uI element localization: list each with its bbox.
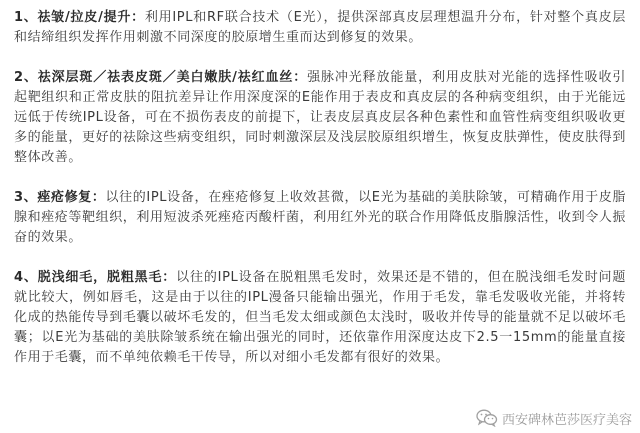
paragraph-lead: 2、祛深层斑／祛表皮斑／美白嫩肤/祛红血丝： bbox=[14, 70, 308, 85]
wechat-icon bbox=[476, 409, 498, 427]
paragraph-text: 强脉冲光释放能量，利用皮肤对光能的选择性吸收引起靶组织和正常皮肤的阻抗差异让作用深度深的E能作用于表皮和真皮层的各种病变组织，由于光能远远低于传统IPL设备，可在不损伤表皮的前提下，让表皮层真皮层各种色素性和血管性病变组织吸收更多的能量，更好的祛除这些病变组织，同时刺激深层及浅层胶原组织增生，恢复皮肤弹性，使皮肤得到整体改善。 bbox=[14, 70, 627, 165]
paragraph-text: 利用IPL和RF联合技术（E光），提供深部真皮层理想温升分布，针对整个真皮层和结缔组织发挥作用刺激不同深度的胶原增生重而达到修复的效果。 bbox=[14, 10, 626, 45]
paragraph-lead: 4、脱浅细毛，脱粗黑毛： bbox=[14, 270, 177, 285]
paragraph-hair-removal bbox=[14, 268, 626, 368]
watermark-text: 西安碑林芭莎医疗美容 bbox=[501, 412, 632, 428]
watermark bbox=[474, 407, 634, 429]
paragraph-text: 以往的IPL设备在脱粗黑毛发时，效果还是不错的，但在脱浅细毛发时问题就比较大，例如唇毛，这是由于以往的IPL漫备只能输出强光，作用于毛发，靠毛发吸收光能，并将转化成的热能传导到毛囊以破坏毛发的，但当毛发太细或颜色太浅时，吸收并传导的能量就不足以破坏毛囊；以E光为基础的美肤除皱系统在输出强光的同时，还依靠作用深度达皮下2.5一15mm的能量直接作用于毛囊，而不单纯依赖毛干传导，所以对细小毛发都有很好的效果。 bbox=[14, 270, 627, 365]
paragraph-text: 以往的IPL设备，在痤疮修复上收效甚微，以E光为基础的美肤除皱，可精确作用于皮脂腺和痤疮等靶组织，利用短波杀死痤疮丙酸杆菌，利用红外光的联合作用降低皮脂腺活性，收到令人振奋的效果。 bbox=[14, 190, 627, 245]
paragraph-lead: 1、祛皱/拉皮/提升： bbox=[14, 10, 145, 25]
paragraph-wrinkle-lifting bbox=[14, 8, 626, 48]
paragraph-spot-whitening bbox=[14, 68, 626, 168]
paragraph-acne-repair bbox=[14, 188, 626, 248]
paragraph-lead: 3、痤疮修复： bbox=[14, 190, 106, 205]
